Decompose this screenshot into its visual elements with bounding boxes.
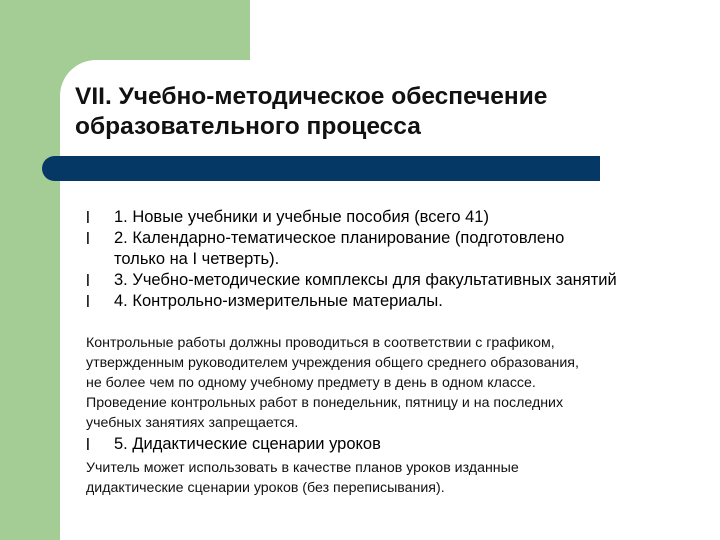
note-line: учебных занятиях запрещается. bbox=[86, 415, 299, 431]
note-line: Контрольные работы должны проводиться в соответствии с графиком, bbox=[86, 335, 555, 351]
list-item-text: 4. Контрольно-измерительные материалы. bbox=[114, 292, 443, 310]
list-item bbox=[86, 228, 706, 270]
list-item-text: 3. Учебно-методические комплексы для факультативных занятий bbox=[114, 271, 617, 289]
list-item-text: 1. Новые учебники и учебные пособия (всего 41) bbox=[114, 208, 489, 226]
item-list-2 bbox=[86, 434, 706, 455]
bullet-icon: l bbox=[86, 292, 90, 311]
item-list bbox=[86, 207, 706, 312]
list-item bbox=[86, 207, 706, 228]
title-line: образовательного процесса bbox=[75, 113, 421, 140]
list-item bbox=[86, 291, 706, 312]
note-line: Проведение контрольных работ в понедельник, пятницу и на последних bbox=[86, 395, 564, 411]
list-item-text: 2. Календарно-тематическое планирование (подготовлено bbox=[114, 229, 565, 247]
note-line: Учитель может использовать в качестве планов уроков изданные bbox=[86, 460, 519, 476]
bullet-icon: l bbox=[86, 208, 90, 227]
note-line: дидактические сценарии уроков (без переписывания). bbox=[86, 480, 445, 496]
note-line: утвержденным руководителем учреждения общего среднего образования, bbox=[86, 355, 579, 371]
list-item-text: только на I четверть). bbox=[114, 250, 280, 268]
list-item bbox=[86, 270, 706, 291]
slide-title bbox=[75, 82, 675, 142]
note-line: не более чем по одному учебному предмету в день в одном классе. bbox=[86, 375, 536, 391]
control-works-note bbox=[86, 333, 686, 433]
bullet-icon: l bbox=[86, 435, 90, 454]
bullet-icon: l bbox=[86, 271, 90, 290]
title-line: VII. Учебно-методическое обеспечение bbox=[75, 83, 548, 110]
divider-bar bbox=[42, 156, 600, 181]
list-item-text: 5. Дидактические сценарии уроков bbox=[114, 435, 381, 453]
bullet-icon: l bbox=[86, 229, 90, 248]
list-item bbox=[86, 434, 706, 455]
lesson-scenarios-note bbox=[86, 458, 686, 498]
